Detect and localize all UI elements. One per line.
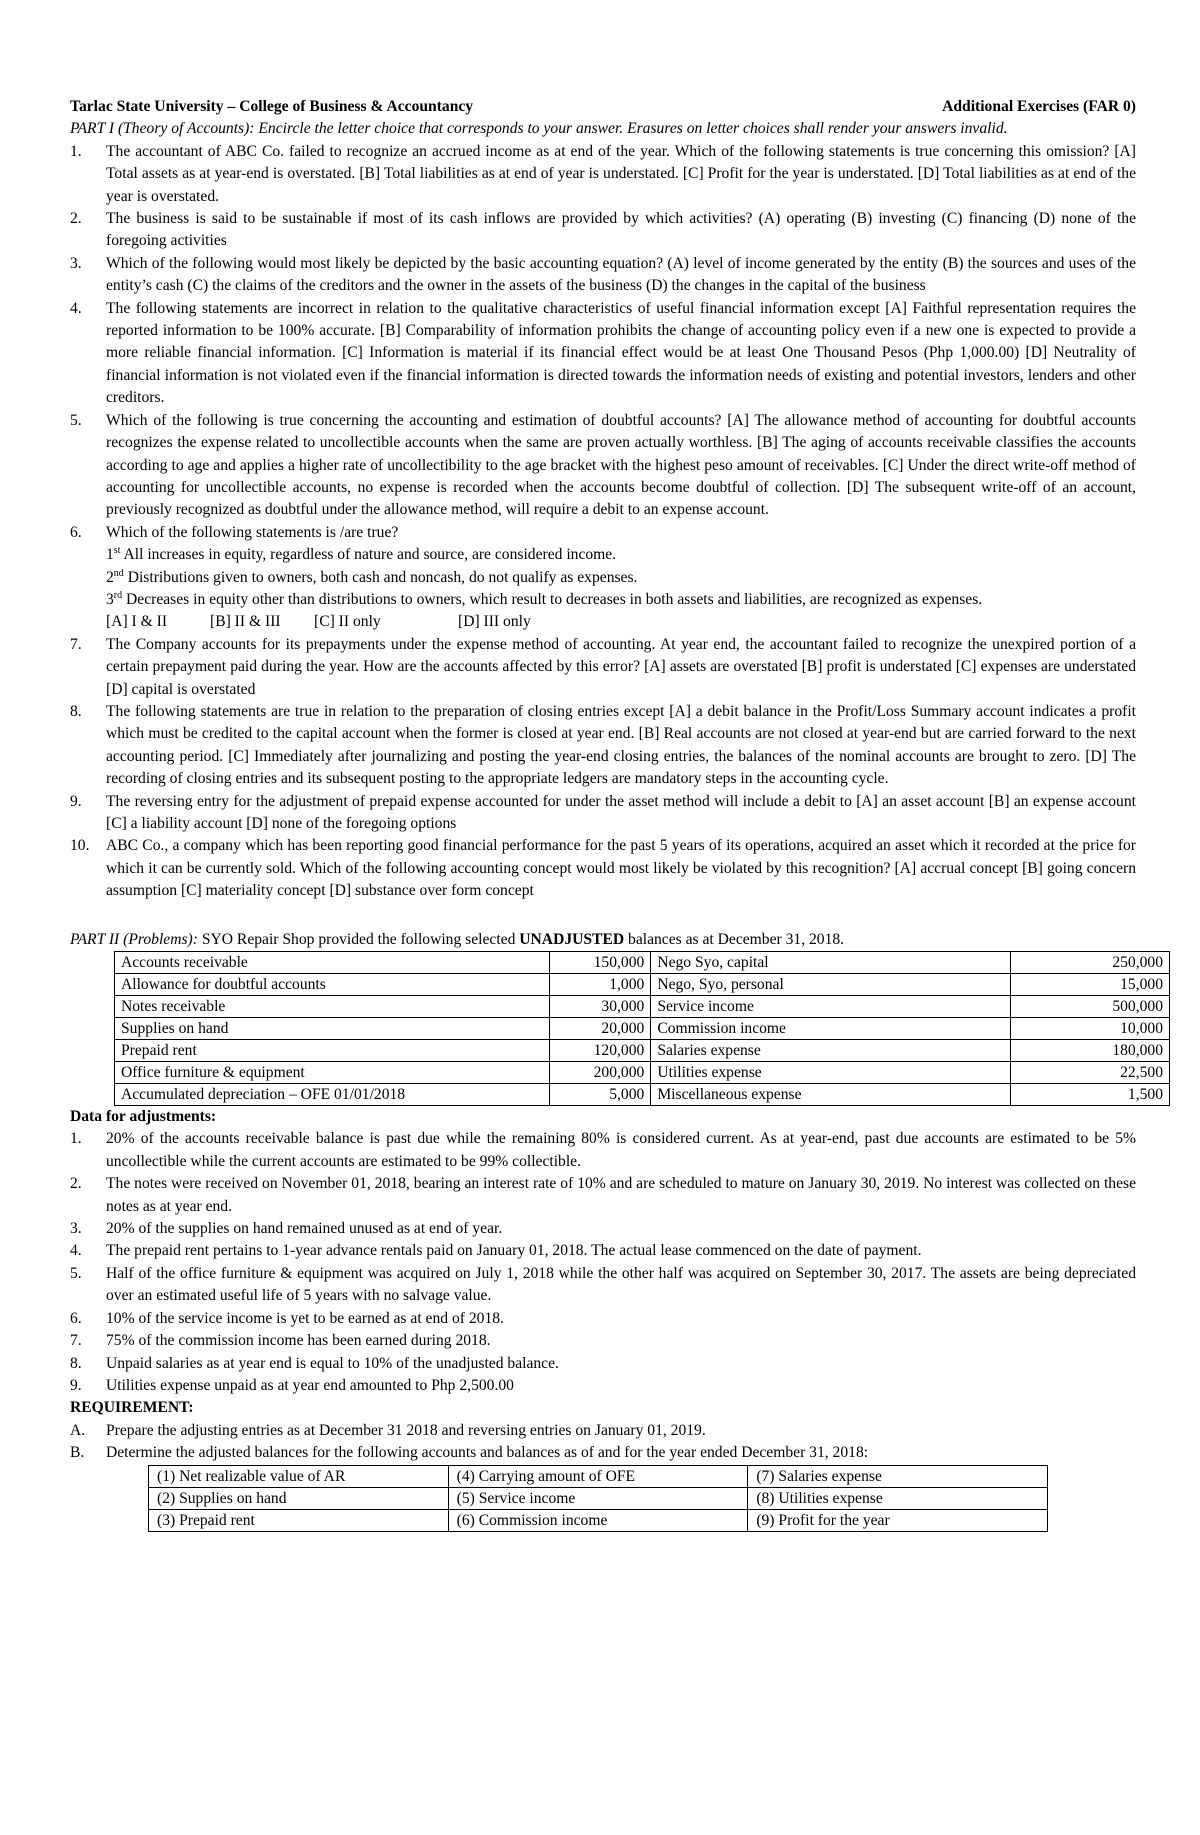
part2-heading: PART II (Problems): SYO Repair Shop provided the following selected UNADJUSTED balances as at December 31, 2018.: [70, 930, 845, 948]
adjustment-6: 6. 10% of the service income is yet to be earned as at end of 2018.: [70, 1309, 504, 1327]
table-row: Notes receivable 30,000 Service income 500,000: [115, 996, 1170, 1018]
choice-b[interactable]: [B] II & III: [210, 613, 281, 631]
table-row: Office furniture & equipment 200,000 Utilities expense 22,500: [115, 1062, 1170, 1084]
question-8: 8. The following statements are true in relation to the preparation of closing entries except [A] a debit balance in the Profit/Loss Summary account indicates a profit which must be credited to the capital account when the former is closed at year end. [B] Real accounts are not closed at year-end but are carried forward to the next accounting period. [C] Immediately after journalizing and posting the year-end closing entries, the balances of the nominal accounts are brought to zero. [D] The recording of closing entries and its subsequent posting to the appropriate ledgers are mandatory steps in the accounting cycle.: [70, 702, 1136, 788]
question-9: 9. The reversing entry for the adjustment of prepaid expense accounted for under the asset method will include a debit to [A] an asset account [B] an expense account [C] a liability account [D] none of the foregoing options: [70, 792, 1136, 832]
part1-heading: PART I (Theory of Accounts): Encircle the letter choice that corresponds to your answer. Erasures on letter choices shall render your answers invalid.: [70, 120, 1008, 138]
question-10: 10. ABC Co., a company which has been reporting good financial performance for the past 5 years of its operations, acquired an asset which it recorded at the price for which it can be currently sold. Which of the following accounting concept would most likely be violated by this recognition? [A] accrual concept [B] going concern assumption [C] materiality concept [D] substance over form concept: [70, 837, 1136, 900]
table-row: (2) Supplies on hand (5) Service income (8) Utilities expense: [149, 1487, 1048, 1509]
statement-1: 1st All increases in equity, regardless of nature and source, are considered income.: [106, 544, 617, 564]
table-row: Prepaid rent 120,000 Salaries expense 180,000: [115, 1040, 1170, 1062]
question-7: 7. The Company accounts for its prepayments under the expense method of accounting. At year end, the accountant failed to recognize the unexpired portion of a certain prepayment paid during the year. How are the accounts affected by this error? [A] assets are overstated [B] profit is understated [C] expenses are understated [D] capital is overstated: [70, 635, 1136, 698]
institution-title: Tarlac State University – College of Business & Accountancy: [70, 98, 474, 115]
adjustment-4: 4. The prepaid rent pertains to 1-year advance rentals paid on January 01, 2018. The actual lease commenced on the date of payment.: [70, 1242, 922, 1260]
table-row: (1) Net realizable value of AR (4) Carrying amount of OFE (7) Salaries expense: [149, 1465, 1048, 1487]
question-6-choices: [70, 611, 1136, 633]
requirements-list: [70, 1420, 1136, 1465]
statement-2: 2nd Distributions given to owners, both cash and noncash, do not qualify as expenses.: [106, 567, 638, 586]
adjustments-list: [70, 1128, 1136, 1397]
question-4: 4. The following statements are incorrect in relation to the qualitative characteristics of useful financial information except [A] Faithful representation requires the reported information to be 100% accurate. [B] Comparability of information prohibits the change of accounting policy even if a new one is expected to provide a more reliable financial information. [C] Information is material if its financial effect would be at least One Thousand Pesos (Php 1,000.00) [D] Neutrality of financial information is not violated even if the financial information is directed towards the information needs of existing and potential investors, lenders and other creditors.: [70, 299, 1136, 407]
requirement-a: A. Prepare the adjusting entries as at December 31 2018 and reversing entries on January 01, 2019.: [70, 1421, 706, 1439]
table-row: Accounts receivable 150,000 Nego Syo, capital 250,000: [115, 952, 1170, 974]
table-row: Supplies on hand 20,000 Commission income 10,000: [115, 1018, 1170, 1040]
requirement-b: B. Determine the adjusted balances for the following accounts and balances as of and for the year ended December 31, 2018:: [70, 1444, 869, 1462]
adjustment-8: 8. Unpaid salaries as at year end is equal to 10% of the unadjusted balance.: [70, 1354, 559, 1372]
part1-questions: [70, 141, 1136, 903]
requirement-heading: REQUIREMENT:: [70, 1399, 194, 1417]
choice-a[interactable]: [A] I & II: [106, 613, 168, 631]
table-row: Allowance for doubtful accounts 1,000 Nego, Syo, personal 15,000: [115, 974, 1170, 996]
adjustment-7: 7. 75% of the commission income has been earned during 2018.: [70, 1332, 491, 1350]
adjustment-1: 1. 20% of the accounts receivable balance is past due while the remaining 80% is considered current. As at year-end, past due accounts are estimated to be 5% uncollectible while the current accounts are estimated to be 99% collectible.: [70, 1130, 1136, 1170]
adjustment-3: 3. 20% of the supplies on hand remained unused as at end of year.: [70, 1220, 503, 1238]
exercise-title: Additional Exercises (FAR 0): [942, 98, 1136, 115]
adjustments-heading: Data for adjustments:: [70, 1108, 217, 1126]
unadjusted-balances-table: [114, 951, 1170, 1106]
question-5: 5. Which of the following is true concerning the accounting and estimation of doubtful accounts? [A] The allowance method of accounting for doubtful accounts recognizes the expense related to uncollectible accounts when the same are proven actually worthless. [B] The aging of accounts receivable classifies the accounts according to age and applies a higher rate of uncollectibility to the age bracket with the highest peso amount of receivables. [C] Under the direct write-off method of accounting for uncollectible accounts, no expense is recorded when the accounts become doubtful of collection. [D] The subsequent write-off of an account, previously recognized as doubtful under the allowance method, will require a debit to an expense account.: [70, 411, 1136, 519]
choice-c[interactable]: [C] II only: [314, 613, 381, 631]
adjustment-5: 5. Half of the office furniture & equipment was acquired on July 1, 2018 while the other half was acquired on September 30, 2017. The assets are being depreciated over an estimated useful life of 5 years with no salvage value.: [70, 1264, 1136, 1305]
choice-d[interactable]: [D] III only: [458, 613, 531, 631]
statement-3: 3rd Decreases in equity other than distributions to owners, which result to decreases in both assets and liabilities, are recognized as expenses.: [106, 589, 983, 608]
question-2: 2. The business is said to be sustainable if most of its cash inflows are provided by which activities? (A) operating (B) investing (C) financing (D) none of the foregoing activities: [70, 210, 1136, 250]
table-row: Accumulated depreciation – OFE 01/01/2018 5,000 Miscellaneous expense 1,500: [115, 1084, 1170, 1106]
table-row: (3) Prepaid rent (6) Commission income (9) Profit for the year: [149, 1509, 1048, 1531]
adjustment-9: 9. Utilities expense unpaid as at year end amounted to Php 2,500.00: [70, 1376, 514, 1394]
document-header: [70, 96, 1136, 118]
question-6: 6. Which of the following statements is /are true? 1st All increases in equity, regardless of nature and source, are considered income. 2nd Distributions given to owners, both cash and noncash, do not qualify as expenses. 3rd Decreases in equity other than distributions to owners, which result to decreases in both assets and liabilities, are recognized as expenses. [A] I & II [B] II & III [C] II only [D] III only: [70, 522, 1136, 634]
question-1: 1. The accountant of ABC Co. failed to recognize an accrued income as at end of the year. Which of the following statements is true concerning this omission? [A] Total assets as at year-end is overstated. [B] Total liabilities as at end of year is understated. [C] Profit for the year is understated. [D] Total liabilities as at end of the year is overstated.: [70, 142, 1136, 205]
question-3: 3. Which of the following would most likely be depicted by the basic accounting equation? (A) level of income generated by the entity (B) the sources and uses of the entity’s cash (C) the claims of the creditors and the owner in the assets of the business (D) the changes in the capital of the business: [70, 254, 1136, 295]
requirement-items-table: [148, 1465, 1048, 1532]
adjustment-2: 2. The notes were received on November 01, 2018, bearing an interest rate of 10% and are scheduled to mature on January 30, 2019. No interest was collected on these notes as at year end.: [70, 1175, 1136, 1215]
